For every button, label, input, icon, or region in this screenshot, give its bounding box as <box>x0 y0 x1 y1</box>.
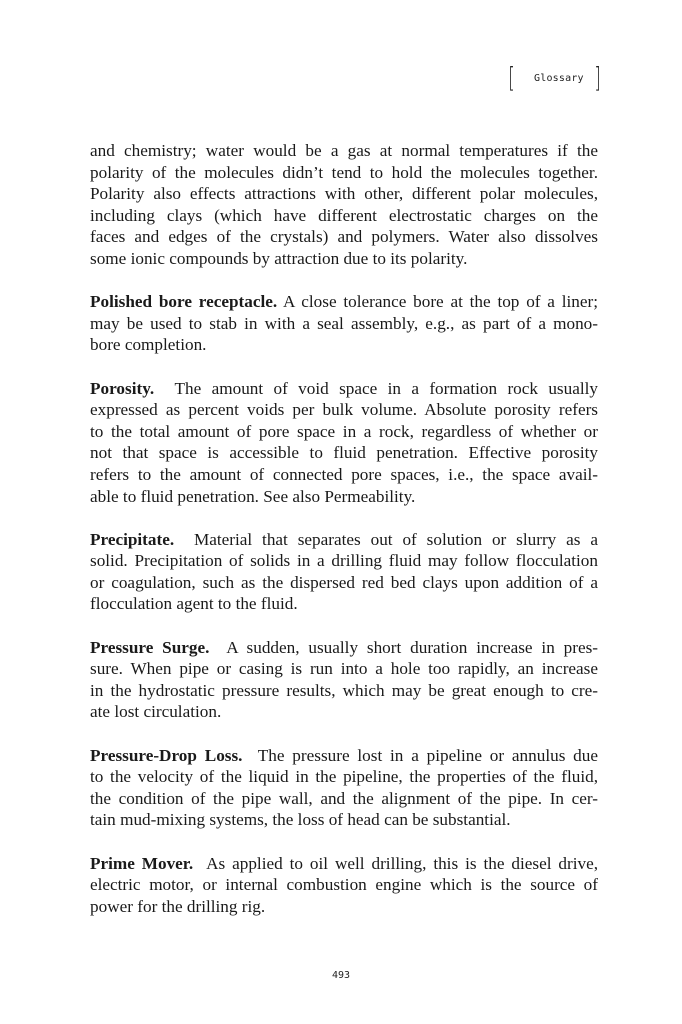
text-line <box>90 205 598 227</box>
text-line <box>90 745 598 767</box>
definition-text: some ionic compounds by attraction due to its polarity. <box>90 248 468 268</box>
definition-text: to the velocity of the liquid in the pipeline, the properties of the fluid, <box>90 767 598 787</box>
definition-text: faces and edges of the crystals) and polymers. Water also dissolves <box>90 227 598 247</box>
text-line <box>90 183 598 205</box>
definition-text: The amount of void space in a formation rock usually <box>154 378 598 398</box>
text-line <box>90 550 598 572</box>
glossary-term: Polished bore receptacle. <box>90 292 278 312</box>
running-header <box>506 61 606 94</box>
definition-text: bore completion. <box>90 335 207 355</box>
glossary-term: Prime Mover. <box>90 853 194 873</box>
definition-text: sure. When pipe or casing is run into a hole too rapidly, an increase <box>90 659 598 679</box>
text-line <box>90 226 598 248</box>
definition-text: electric motor, or internal combustion engine which is the source of <box>90 875 598 895</box>
glossary-entry <box>90 637 598 723</box>
text-line <box>90 809 598 831</box>
definition-text: able to fluid penetration. See also Permeability. <box>90 486 416 506</box>
glossary-term: Pressure Surge. <box>90 637 210 657</box>
definition-text: the condition of the pipe wall, and the alignment of the pipe. In cer- <box>90 788 598 808</box>
definition-text: and chemistry; water would be a gas at normal temperatures if the <box>90 141 598 160</box>
definition-text: A sudden, usually short duration increase in pres- <box>209 637 599 657</box>
definition-text: refers to the amount of connected pore spaces, i.e., the space avail- <box>90 464 598 484</box>
text-line <box>90 248 598 270</box>
text-line <box>90 658 598 680</box>
text-line <box>90 896 598 918</box>
definition-text: Material that separates out of solution or slurry as a <box>174 529 598 549</box>
text-line <box>90 334 598 356</box>
definition-text: in the hydrostatic pressure results, which may be great enough to cre- <box>90 680 598 700</box>
text-line <box>90 680 598 702</box>
text-line <box>90 529 598 551</box>
text-line <box>90 593 598 615</box>
page-number: 493 <box>331 970 351 981</box>
definition-text: As applied to oil well drilling, this is the diesel drive, <box>193 853 599 873</box>
glossary-entry <box>90 853 598 918</box>
text-line <box>90 788 598 810</box>
text-line <box>90 572 598 594</box>
text-line <box>90 421 598 443</box>
definition-text: may be used to stab in with a seal assembly, e.g., as part of a mono- <box>90 313 598 333</box>
text-line <box>90 140 598 162</box>
glossary-term: Porosity. <box>90 378 155 398</box>
definition-text: not that space is accessible to fluid penetration. Effective porosity <box>90 443 598 463</box>
definition-text: flocculation agent to the fluid. <box>90 594 298 614</box>
text-line <box>90 701 598 723</box>
definition-text: tain mud-mixing systems, the loss of head can be substantial. <box>90 810 511 830</box>
text-line <box>90 637 598 659</box>
text-line <box>90 853 598 875</box>
glossary-term: Pressure-Drop Loss. <box>90 745 243 765</box>
section-title: Glossary <box>534 73 584 84</box>
definition-text: The pressure lost in a pipeline or annulus due <box>242 745 598 765</box>
text-line <box>90 766 598 788</box>
glossary-entry <box>90 745 598 831</box>
glossary-entry <box>90 529 598 615</box>
text-line <box>90 464 598 486</box>
text-line <box>90 313 598 335</box>
definition-text: polarity of the molecules didn’t tend to hold the molecules together. <box>90 162 598 182</box>
glossary-entry <box>90 378 598 508</box>
right-bracket: ] <box>594 61 601 94</box>
text-line <box>90 486 598 508</box>
text-line <box>90 291 598 313</box>
glossary-entry <box>90 291 598 356</box>
definition-text: to the total amount of pore space in a rock, regardless of whether or <box>90 421 598 441</box>
definition-text: A close tolerance bore at the top of a liner; <box>277 292 598 312</box>
text-line <box>90 162 598 184</box>
text-line <box>90 399 598 421</box>
glossary-term: Precipitate. <box>90 529 175 549</box>
definition-text: or coagulation, such as the dispersed red bed clays upon addition of a <box>90 572 598 592</box>
continued-definition <box>90 140 598 270</box>
glossary-body <box>90 140 598 939</box>
definition-text: including clays (which have different electrostatic charges on the <box>90 205 598 225</box>
definition-text: expressed as percent voids per bulk volume. Absolute porosity refers <box>90 400 598 420</box>
text-line <box>90 874 598 896</box>
definition-text: ate lost circulation. <box>90 702 222 722</box>
text-line <box>90 378 598 400</box>
definition-text: power for the drilling rig. <box>90 896 266 916</box>
definition-text: Polarity also effects attractions with other, different polar molecules, <box>90 184 598 204</box>
text-line <box>90 442 598 464</box>
definition-text: solid. Precipitation of solids in a drilling fluid may follow flocculation <box>90 551 598 571</box>
left-bracket: [ <box>508 61 515 94</box>
